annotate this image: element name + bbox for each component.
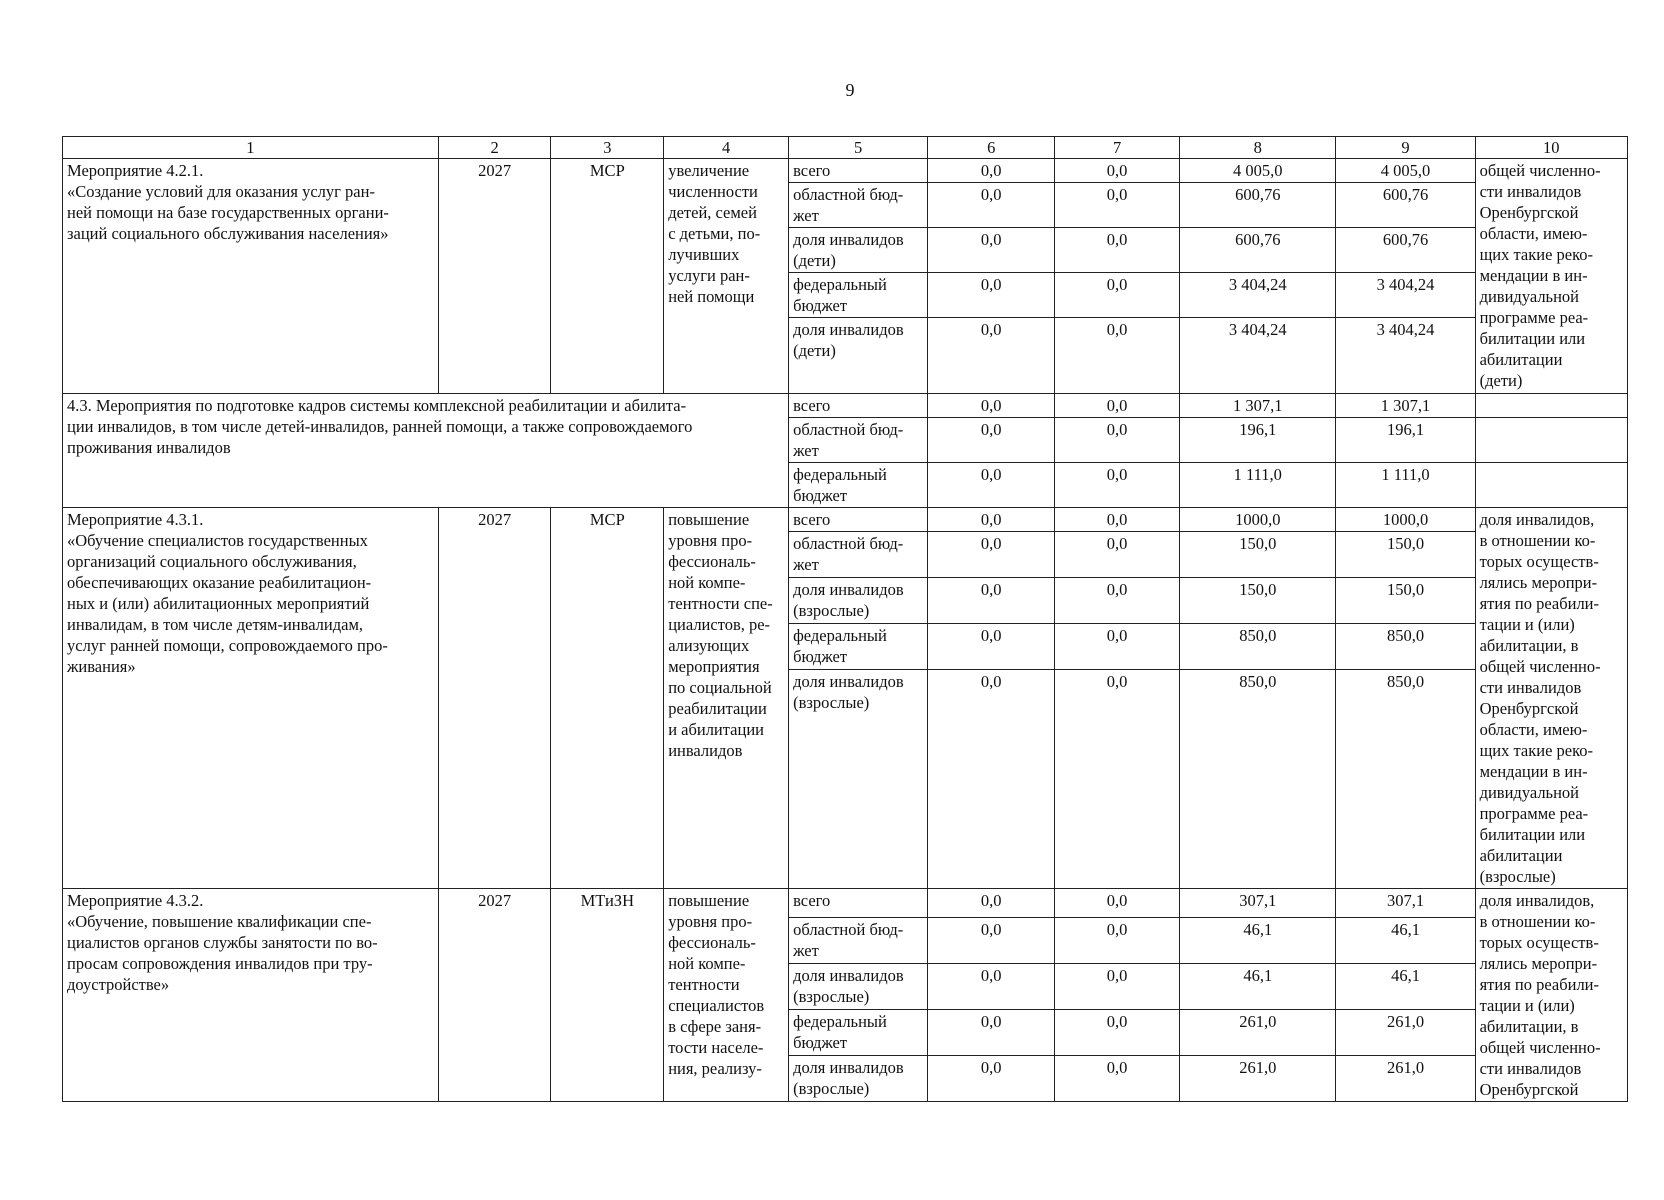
funding-source-line: бюджет bbox=[793, 646, 848, 666]
value-c8: 1000,0 bbox=[1180, 508, 1336, 532]
funding-source-line: (дети) bbox=[793, 341, 836, 360]
value-c9: 150,0 bbox=[1336, 578, 1475, 624]
value-c9: 3 404,24 bbox=[1336, 273, 1475, 318]
value-c9: 3 404,24 bbox=[1336, 318, 1475, 394]
funding-source-line: жет bbox=[793, 555, 819, 575]
funding-source-line: всего bbox=[793, 161, 831, 180]
funding-source-line: федеральный bbox=[793, 1011, 887, 1031]
funding-source-line: доля инвалидов bbox=[793, 1057, 904, 1077]
activity-indicator-line: дивидуальной bbox=[1479, 287, 1579, 306]
activity-indicator-line: щих такие реко- bbox=[1479, 245, 1594, 264]
funding-source-line: областной бюд- bbox=[793, 185, 904, 204]
funding-source-line: федеральный bbox=[793, 275, 887, 294]
activity-result-line: повышение bbox=[668, 510, 750, 529]
value-c6: 0,0 bbox=[928, 394, 1055, 418]
funding-source-line: доля инвалидов bbox=[793, 320, 904, 339]
activity-indicator-line: (дети) bbox=[1479, 371, 1523, 390]
column-header-3: 3 bbox=[551, 137, 664, 159]
table-body bbox=[63, 159, 1628, 1102]
activity-indicator-line: абилитации, в bbox=[1479, 1017, 1579, 1036]
funding-source bbox=[789, 532, 928, 578]
value-c6: 0,0 bbox=[928, 1055, 1055, 1101]
value-c9: 150,0 bbox=[1336, 532, 1475, 578]
activity-indicator-line: торых осуществ- bbox=[1479, 552, 1599, 571]
value-c6: 0,0 bbox=[928, 463, 1055, 508]
activity-result-line: тости населе- bbox=[668, 1038, 764, 1057]
activity-indicator-line: ятия по реабили- bbox=[1479, 594, 1600, 613]
activity-indicator-line: мендации в ин- bbox=[1479, 762, 1588, 781]
value-c7: 0,0 bbox=[1055, 963, 1180, 1009]
value-c6: 0,0 bbox=[928, 1009, 1055, 1055]
column-header-6: 6 bbox=[928, 137, 1055, 159]
activity-indicator-line: щих такие реко- bbox=[1479, 741, 1594, 760]
value-c8: 1 111,0 bbox=[1180, 463, 1336, 508]
table-row bbox=[63, 394, 1628, 418]
funding-source bbox=[789, 963, 928, 1009]
value-c7: 0,0 bbox=[1055, 623, 1180, 669]
activity-title-line: доустройстве» bbox=[67, 975, 170, 994]
funding-source-line: жет bbox=[793, 441, 819, 460]
indicator-empty bbox=[1475, 394, 1627, 418]
value-c8: 307,1 bbox=[1180, 889, 1336, 918]
activity-indicator bbox=[1475, 159, 1627, 394]
activity-result-line: численности bbox=[668, 182, 758, 201]
funding-source-line: (взрослые) bbox=[793, 986, 870, 1006]
activity-title-line: Мероприятие 4.2.1. bbox=[67, 161, 204, 180]
activity-indicator-line: общей численно- bbox=[1479, 1038, 1601, 1057]
activity-result-line: лучивших bbox=[668, 245, 740, 264]
activity-indicator-line: тации и (или) bbox=[1479, 615, 1575, 634]
activity-title-line: обеспечивающих оказание реабилитацион- bbox=[67, 573, 372, 592]
activity-result-line: ния, реализу- bbox=[668, 1059, 762, 1078]
program-table bbox=[62, 136, 1628, 1102]
funding-source bbox=[789, 669, 928, 888]
activity-result bbox=[664, 508, 789, 889]
activity-indicator-line: Оренбургской bbox=[1479, 699, 1579, 718]
value-c9: 261,0 bbox=[1336, 1055, 1475, 1101]
activity-result-line: инвалидов bbox=[668, 741, 743, 760]
section-title-line: 4.3. Мероприятия по подготовке кадров системы комплексной реабилитации и абилита- bbox=[67, 396, 687, 415]
funding-source-line: доля инвалидов bbox=[793, 580, 904, 600]
activity-result-line: фессиональ- bbox=[668, 933, 756, 952]
indicator-empty bbox=[1475, 463, 1627, 508]
activity-indicator-line: билитации или bbox=[1479, 825, 1586, 844]
activity-title-line: «Обучение, повышение квалификации спе- bbox=[67, 912, 372, 931]
value-c6: 0,0 bbox=[928, 532, 1055, 578]
activity-result-line: специалистов bbox=[668, 996, 765, 1015]
activity-result-line: и абилитации bbox=[668, 720, 764, 739]
funding-source bbox=[789, 508, 928, 532]
value-c7: 0,0 bbox=[1055, 532, 1180, 578]
funding-source bbox=[789, 1009, 928, 1055]
value-c8: 150,0 bbox=[1180, 578, 1336, 624]
activity-result-line: ной компе- bbox=[668, 573, 746, 592]
value-c8: 4 005,0 bbox=[1180, 159, 1336, 183]
value-c8: 850,0 bbox=[1180, 623, 1336, 669]
activity-title-line: организаций социального обслуживания, bbox=[67, 552, 357, 571]
activity-indicator-line: доля инвалидов, bbox=[1479, 510, 1595, 529]
value-c7: 0,0 bbox=[1055, 889, 1180, 918]
activity-result bbox=[664, 159, 789, 394]
funding-source-line: областной бюд- bbox=[793, 420, 904, 439]
value-c8: 46,1 bbox=[1180, 917, 1336, 963]
activity-result-line: в сфере заня- bbox=[668, 1017, 762, 1036]
activity-result-line: циалистов, ре- bbox=[668, 615, 771, 634]
activity-title-line: заций социального обслуживания населения» bbox=[67, 224, 389, 243]
value-c9: 850,0 bbox=[1336, 623, 1475, 669]
activity-executor: МСР bbox=[551, 159, 664, 394]
value-c6: 0,0 bbox=[928, 273, 1055, 318]
activity-indicator-line: (взрослые) bbox=[1479, 867, 1556, 886]
activity-result-line: детей, семей bbox=[668, 203, 757, 222]
value-c7: 0,0 bbox=[1055, 228, 1180, 273]
funding-source-line: жет bbox=[793, 206, 819, 225]
funding-source-line: бюджет bbox=[793, 1032, 848, 1052]
value-c7: 0,0 bbox=[1055, 418, 1180, 463]
activity-title-line: циалистов органов службы занятости по во- bbox=[67, 933, 378, 952]
activity-result-line: мероприятия bbox=[668, 657, 760, 676]
funding-source-line: областной бюд- bbox=[793, 919, 904, 939]
value-c6: 0,0 bbox=[928, 669, 1055, 888]
funding-source bbox=[789, 917, 928, 963]
activity-result-line: ней помощи bbox=[668, 287, 755, 306]
activity-result-line: повышение bbox=[668, 891, 750, 910]
activity-title bbox=[63, 159, 439, 394]
funding-source bbox=[789, 228, 928, 273]
activity-executor: МТиЗН bbox=[551, 889, 664, 1102]
column-header-10: 10 bbox=[1475, 137, 1627, 159]
value-c6: 0,0 bbox=[928, 159, 1055, 183]
value-c7: 0,0 bbox=[1055, 1009, 1180, 1055]
value-c7: 0,0 bbox=[1055, 917, 1180, 963]
funding-source-line: федеральный bbox=[793, 625, 887, 645]
value-c8: 600,76 bbox=[1180, 183, 1336, 228]
funding-source bbox=[789, 394, 928, 418]
activity-indicator-line: ятия по реабили- bbox=[1479, 975, 1600, 994]
funding-source bbox=[789, 183, 928, 228]
table-row bbox=[63, 508, 1628, 532]
activity-result-line: по социальной bbox=[668, 678, 772, 697]
funding-source-line: (взрослые) bbox=[793, 692, 870, 712]
activity-indicator-line: в отношении ко- bbox=[1479, 531, 1596, 550]
value-c8: 261,0 bbox=[1180, 1009, 1336, 1055]
activity-title-line: ных и (или) абилитационных мероприятий bbox=[67, 594, 370, 613]
value-c6: 0,0 bbox=[928, 318, 1055, 394]
value-c9: 46,1 bbox=[1336, 963, 1475, 1009]
value-c9: 196,1 bbox=[1336, 418, 1475, 463]
value-c7: 0,0 bbox=[1055, 273, 1180, 318]
activity-result-line: реабилитации bbox=[668, 699, 767, 718]
value-c8: 3 404,24 bbox=[1180, 273, 1336, 318]
value-c9: 850,0 bbox=[1336, 669, 1475, 888]
value-c6: 0,0 bbox=[928, 917, 1055, 963]
value-c8: 600,76 bbox=[1180, 228, 1336, 273]
activity-indicator-line: области, имею- bbox=[1479, 720, 1588, 739]
value-c9: 1 111,0 bbox=[1336, 463, 1475, 508]
table-row bbox=[63, 159, 1628, 183]
activity-title-line: услуг ранней помощи, сопровождаемого про- bbox=[67, 636, 388, 655]
value-c9: 4 005,0 bbox=[1336, 159, 1475, 183]
funding-source bbox=[789, 623, 928, 669]
funding-source bbox=[789, 418, 928, 463]
value-c7: 0,0 bbox=[1055, 159, 1180, 183]
column-header-4: 4 bbox=[664, 137, 789, 159]
funding-source-line: доля инвалидов bbox=[793, 230, 904, 249]
activity-indicator-line: в отношении ко- bbox=[1479, 912, 1596, 931]
value-c8: 3 404,24 bbox=[1180, 318, 1336, 394]
value-c6: 0,0 bbox=[928, 578, 1055, 624]
value-c9: 1000,0 bbox=[1336, 508, 1475, 532]
activity-indicator-line: мендации в ин- bbox=[1479, 266, 1588, 285]
activity-title-line: ней помощи на базе государственных органи- bbox=[67, 203, 389, 222]
activity-indicator-line: общей численно- bbox=[1479, 657, 1601, 676]
activity-indicator-line: сти инвалидов bbox=[1479, 1059, 1582, 1078]
value-c7: 0,0 bbox=[1055, 669, 1180, 888]
activity-indicator-line: билитации или bbox=[1479, 329, 1586, 348]
activity-result bbox=[664, 889, 789, 1102]
funding-source-line: всего bbox=[793, 396, 831, 415]
activity-year: 2027 bbox=[438, 508, 551, 889]
activity-result-line: уровня про- bbox=[668, 531, 753, 550]
activity-result-line: ализующих bbox=[668, 636, 750, 655]
funding-source-line: областной бюд- bbox=[793, 534, 904, 554]
section-title-line: проживания инвалидов bbox=[67, 438, 231, 457]
value-c9: 46,1 bbox=[1336, 917, 1475, 963]
activity-indicator bbox=[1475, 508, 1627, 889]
activity-result-line: тентности спе- bbox=[668, 594, 773, 613]
activity-indicator-line: программе реа- bbox=[1479, 308, 1589, 327]
column-header-5: 5 bbox=[789, 137, 928, 159]
section-title-line: ции инвалидов, в том числе детей-инвалидов, ранней помощи, а также сопровождаемого bbox=[67, 417, 693, 436]
funding-source-line: всего bbox=[793, 891, 831, 910]
activity-indicator-line: общей численно- bbox=[1479, 161, 1601, 180]
funding-source bbox=[789, 578, 928, 624]
value-c8: 150,0 bbox=[1180, 532, 1336, 578]
activity-title-line: «Обучение специалистов государственных bbox=[67, 531, 368, 550]
activity-result-line: уровня про- bbox=[668, 912, 753, 931]
value-c9: 261,0 bbox=[1336, 1009, 1475, 1055]
funding-source bbox=[789, 159, 928, 183]
funding-source-line: жет bbox=[793, 940, 819, 960]
activity-indicator-line: торых осуществ- bbox=[1479, 933, 1599, 952]
activity-result-line: увеличение bbox=[668, 161, 750, 180]
activity-result-line: фессиональ- bbox=[668, 552, 756, 571]
activity-title-line: живания» bbox=[67, 657, 136, 676]
value-c8: 1 307,1 bbox=[1180, 394, 1336, 418]
activity-title-line: просам сопровождения инвалидов при тру- bbox=[67, 954, 373, 973]
value-c8: 196,1 bbox=[1180, 418, 1336, 463]
activity-result-line: ной компе- bbox=[668, 954, 746, 973]
value-c6: 0,0 bbox=[928, 623, 1055, 669]
value-c6: 0,0 bbox=[928, 228, 1055, 273]
value-c8: 46,1 bbox=[1180, 963, 1336, 1009]
value-c6: 0,0 bbox=[928, 963, 1055, 1009]
value-c9: 1 307,1 bbox=[1336, 394, 1475, 418]
activity-indicator-line: абилитации bbox=[1479, 350, 1563, 369]
table-row bbox=[63, 889, 1628, 918]
activity-result-line: тентности bbox=[668, 975, 740, 994]
activity-title-line: «Создание условий для оказания услуг ран- bbox=[67, 182, 375, 201]
activity-indicator-line: дивидуальной bbox=[1479, 783, 1579, 802]
funding-source bbox=[789, 889, 928, 918]
activity-result-line: услуги ран- bbox=[668, 266, 750, 285]
activity-indicator-line: лялись меропри- bbox=[1479, 573, 1598, 592]
activity-indicator-line: области, имею- bbox=[1479, 224, 1588, 243]
column-header-9: 9 bbox=[1336, 137, 1475, 159]
value-c7: 0,0 bbox=[1055, 394, 1180, 418]
value-c7: 0,0 bbox=[1055, 578, 1180, 624]
value-c6: 0,0 bbox=[928, 508, 1055, 532]
activity-indicator-line: лялись меропри- bbox=[1479, 954, 1598, 973]
value-c6: 0,0 bbox=[928, 418, 1055, 463]
value-c7: 0,0 bbox=[1055, 318, 1180, 394]
activity-indicator-line: доля инвалидов, bbox=[1479, 891, 1595, 910]
activity-year: 2027 bbox=[438, 889, 551, 1102]
activity-executor: МСР bbox=[551, 508, 664, 889]
activity-indicator-line: Оренбургской bbox=[1479, 203, 1579, 222]
activity-indicator-line: абилитации bbox=[1479, 846, 1563, 865]
funding-source-line: (взрослые) bbox=[793, 601, 870, 621]
funding-source bbox=[789, 1055, 928, 1101]
funding-source-line: бюджет bbox=[793, 486, 848, 505]
funding-source-line: доля инвалидов bbox=[793, 671, 904, 691]
activity-indicator-line: сти инвалидов bbox=[1479, 678, 1582, 697]
funding-source-line: (дети) bbox=[793, 251, 836, 270]
value-c8: 261,0 bbox=[1180, 1055, 1336, 1101]
column-header-2: 2 bbox=[438, 137, 551, 159]
funding-source-line: всего bbox=[793, 510, 831, 529]
column-header-1: 1 bbox=[63, 137, 439, 159]
activity-indicator-line: тации и (или) bbox=[1479, 996, 1575, 1015]
value-c8: 850,0 bbox=[1180, 669, 1336, 888]
activity-indicator-line: программе реа- bbox=[1479, 804, 1589, 823]
value-c6: 0,0 bbox=[928, 183, 1055, 228]
funding-source bbox=[789, 273, 928, 318]
column-header-8: 8 bbox=[1180, 137, 1336, 159]
activity-indicator-line: сти инвалидов bbox=[1479, 182, 1582, 201]
activity-title bbox=[63, 508, 439, 889]
activity-title-line: Мероприятие 4.3.2. bbox=[67, 891, 204, 910]
value-c6: 0,0 bbox=[928, 889, 1055, 918]
value-c9: 307,1 bbox=[1336, 889, 1475, 918]
value-c7: 0,0 bbox=[1055, 1055, 1180, 1101]
activity-indicator bbox=[1475, 889, 1627, 1102]
value-c9: 600,76 bbox=[1336, 183, 1475, 228]
header-row bbox=[63, 137, 1628, 159]
value-c9: 600,76 bbox=[1336, 228, 1475, 273]
value-c7: 0,0 bbox=[1055, 508, 1180, 532]
funding-source bbox=[789, 318, 928, 394]
activity-title bbox=[63, 889, 439, 1102]
column-header-7: 7 bbox=[1055, 137, 1180, 159]
activity-indicator-line: Оренбургской bbox=[1479, 1080, 1579, 1099]
section-title bbox=[63, 394, 789, 508]
funding-source-line: федеральный bbox=[793, 465, 887, 484]
activity-result-line: с детьми, по- bbox=[668, 224, 761, 243]
funding-source bbox=[789, 463, 928, 508]
funding-source-line: (взрослые) bbox=[793, 1078, 870, 1098]
activity-title-line: Мероприятие 4.3.1. bbox=[67, 510, 204, 529]
funding-source-line: бюджет bbox=[793, 296, 848, 315]
value-c7: 0,0 bbox=[1055, 183, 1180, 228]
value-c7: 0,0 bbox=[1055, 463, 1180, 508]
indicator-empty bbox=[1475, 418, 1627, 463]
page-number: 9 bbox=[845, 80, 855, 100]
activity-year: 2027 bbox=[438, 159, 551, 394]
funding-source-line: доля инвалидов bbox=[793, 965, 904, 985]
activity-indicator-line: абилитации, в bbox=[1479, 636, 1579, 655]
activity-title-line: инвалидам, в том числе детям-инвалидам, bbox=[67, 615, 364, 634]
